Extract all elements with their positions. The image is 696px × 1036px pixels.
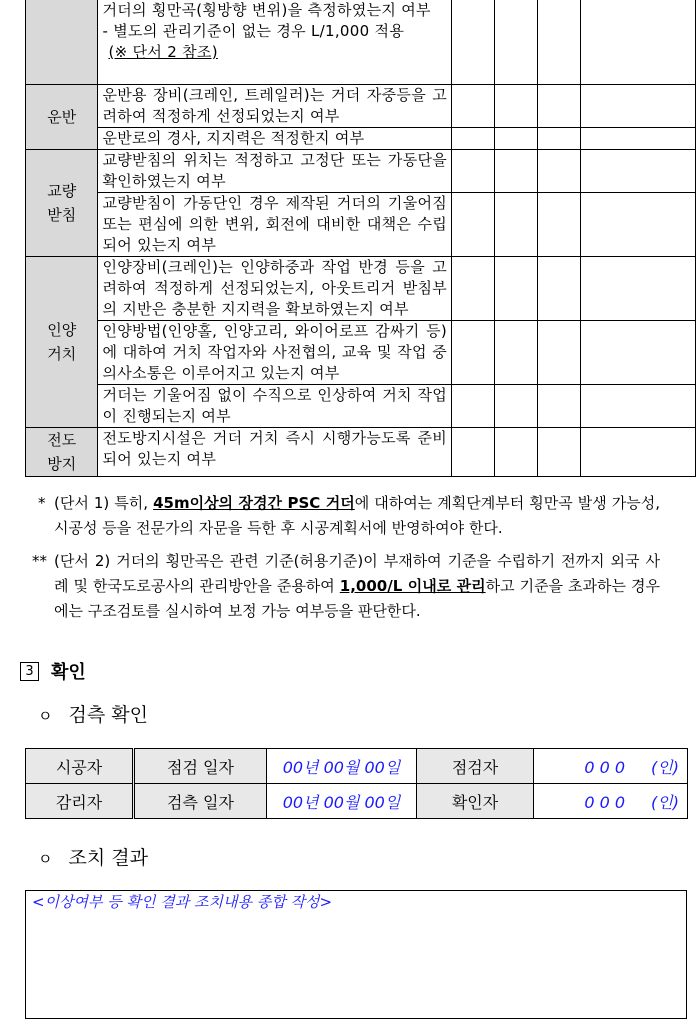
role-cell: 시공자 (26, 749, 134, 784)
check-cell[interactable] (452, 85, 495, 128)
check-cell[interactable] (495, 150, 538, 193)
result-textbox[interactable] (25, 890, 687, 1019)
footnote-1 (32, 491, 660, 541)
footnote-text: 에 대하여는 계획단계부터 횡만곡 발생 가능성, 시공성 등을 전문가의 자문을 득한 후 시공계획서에 반영하여야 한다. (54, 494, 660, 537)
bullet-icon: ㅇ (38, 707, 53, 725)
check-cell[interactable] (495, 428, 538, 477)
seal-mark: (인) (651, 757, 679, 777)
table-row (26, 321, 696, 385)
person-name: 0 0 0 (584, 757, 626, 777)
checklist-item: 운반로의 경사, 지지력은 적정한지 여부 (98, 128, 452, 150)
table-row (26, 749, 688, 784)
remarks-cell[interactable] (581, 150, 696, 193)
checklist-table (25, 0, 696, 477)
check-cell[interactable] (495, 321, 538, 385)
check-cell[interactable] (538, 257, 581, 321)
section-heading (20, 658, 86, 684)
remarks-cell[interactable] (581, 128, 696, 150)
remarks-cell[interactable] (581, 193, 696, 257)
check-cell[interactable] (495, 0, 538, 85)
category-label: 인양거치 (47, 321, 77, 363)
check-cell[interactable] (452, 428, 495, 477)
date-value[interactable]: 00년 00월 00일 (267, 749, 417, 784)
checklist-item: 교량받침의 위치는 적정하고 고정단 또는 가동단을 확인하였는지 여부 (98, 150, 452, 193)
subsection-label: 검측 확인 (68, 704, 148, 726)
date-value[interactable]: 00년 00월 00일 (267, 784, 417, 819)
checklist-item: 인양장비(크레인)는 인양하중과 작업 반경 등을 고려하여 적정하게 선정되었는지, 아웃트리거 받침부의 지반은 충분한 지지력을 확보하였는지 여부 (98, 257, 452, 321)
subsection-inspection (38, 700, 148, 727)
category-label: 전도방지 (47, 431, 77, 473)
table-row (26, 193, 696, 257)
date-label: 검측 일자 (134, 784, 267, 819)
section-number: 3 (20, 662, 39, 681)
remarks-cell[interactable] (581, 321, 696, 385)
table-row (26, 428, 696, 477)
footnote-emphasis: 45m이상의 장경간 PSC 거더 (153, 494, 355, 512)
category-transport: 운반 (26, 85, 98, 150)
signature-cell[interactable] (534, 749, 688, 784)
footnote-2 (32, 549, 660, 624)
check-cell[interactable] (452, 193, 495, 257)
check-cell[interactable] (495, 257, 538, 321)
table-row (26, 0, 696, 85)
remarks-cell[interactable] (581, 428, 696, 477)
result-placeholder: <이상여부 등 확인 결과 조치내용 종합 작성> (32, 893, 333, 911)
check-cell[interactable] (538, 193, 581, 257)
check-cell[interactable] (538, 428, 581, 477)
check-cell[interactable] (538, 0, 581, 85)
role-cell: 감리자 (26, 784, 134, 819)
check-cell[interactable] (495, 385, 538, 428)
check-cell[interactable] (452, 150, 495, 193)
remarks-cell[interactable] (581, 85, 696, 128)
person-label: 확인자 (417, 784, 534, 819)
checklist-item: 거더는 기울어짐 없이 수직으로 인상하여 거치 작업이 진행되는지 여부 (98, 385, 452, 428)
footnote-text: (단서 2) 거더의 횡만곡은 관련 기준(허용기준)이 부재하여 기준을 수립하기 전까지 외국 사례 및 한국도로공사의 관리방안을 준용하여 (54, 552, 660, 595)
check-cell[interactable] (538, 128, 581, 150)
remarks-cell[interactable] (581, 385, 696, 428)
check-cell[interactable] (452, 0, 495, 85)
item-line: 거더의 횡만곡(횡방향 변위)을 측정하였는지 여부 (102, 1, 431, 19)
footnote-mark: ** (32, 552, 47, 570)
subsection-label: 조치 결과 (68, 847, 148, 869)
check-cell[interactable] (452, 321, 495, 385)
check-cell[interactable] (538, 150, 581, 193)
person-label: 점검자 (417, 749, 534, 784)
footnote-text: (단서 1) 특히, (54, 494, 154, 512)
check-cell[interactable] (452, 257, 495, 321)
category-cell-empty (26, 0, 98, 85)
date-label: 점검 일자 (134, 749, 267, 784)
bullet-icon: ㅇ (38, 850, 53, 868)
table-row (26, 257, 696, 321)
table-row (26, 385, 696, 428)
table-row (26, 784, 688, 819)
confirm-table (25, 748, 688, 819)
category-lifting (26, 257, 98, 428)
category-overturn (26, 428, 98, 477)
remarks-cell[interactable] (581, 257, 696, 321)
subsection-action (38, 843, 148, 870)
check-cell[interactable] (452, 128, 495, 150)
footnote-emphasis: 1,000/L 이내로 관리 (339, 577, 486, 595)
checklist-item: 전도방지시설은 거더 거치 즉시 시행가능도록 준비 되어 있는지 여부 (98, 428, 452, 477)
reference-note: (※ 단서 2 참조) (108, 43, 218, 61)
person-name: 0 0 0 (584, 792, 626, 812)
checklist-item (98, 0, 452, 85)
check-cell[interactable] (495, 128, 538, 150)
section-title: 확인 (51, 662, 86, 683)
check-cell[interactable] (538, 321, 581, 385)
table-row (26, 85, 696, 128)
item-line: - 별도의 관리기준이 없는 경우 L/1,000 적용 (102, 22, 405, 40)
check-cell[interactable] (538, 385, 581, 428)
seal-mark: (인) (651, 792, 679, 812)
footnote-text: 하고 기준을 초과하는 경우에는 구조검토를 실시하여 보정 가능 여부등을 판단한다. (54, 577, 660, 620)
signature-cell[interactable] (534, 784, 688, 819)
check-cell[interactable] (495, 193, 538, 257)
remarks-cell[interactable] (581, 0, 696, 85)
checklist-item: 인양방법(인양홀, 인양고리, 와이어로프 감싸기 등)에 대하여 거치 작업자와 사전협의, 교육 및 작업 중 의사소통은 이루어지고 있는지 여부 (98, 321, 452, 385)
table-row (26, 150, 696, 193)
category-label: 교량받침 (47, 182, 77, 224)
category-support (26, 150, 98, 257)
check-cell[interactable] (495, 85, 538, 128)
footnote-mark: * (38, 494, 46, 512)
checklist-item: 운반용 장비(크레인, 트레일러)는 거더 자중등을 고려하여 적정하게 선정되었는지 여부 (98, 85, 452, 128)
checklist-item: 교량받침이 가동단인 경우 제작된 거더의 기울어짐 또는 편심에 의한 변위, 회전에 대비한 대책은 수립되어 있는지 여부 (98, 193, 452, 257)
table-row (26, 128, 696, 150)
check-cell[interactable] (452, 385, 495, 428)
check-cell[interactable] (538, 85, 581, 128)
